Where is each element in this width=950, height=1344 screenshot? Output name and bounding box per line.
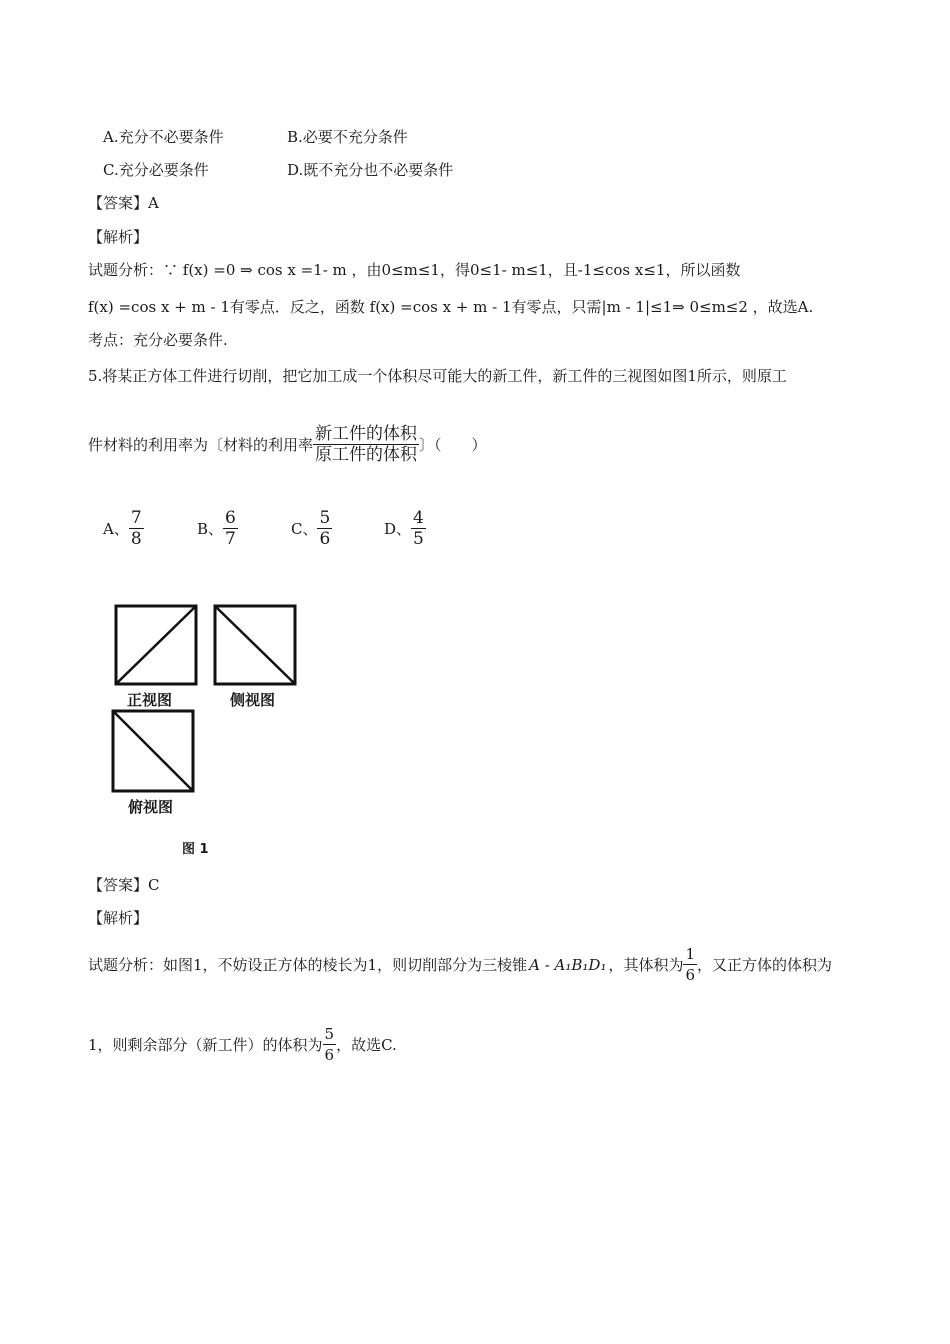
choice-fraction xyxy=(411,508,426,549)
side-view-label: 侧视图 xyxy=(230,691,276,709)
choice-c xyxy=(291,508,332,549)
q4-kaodian: 考点：充分必要条件. xyxy=(88,331,228,349)
solution-suffix: ，又正方体的体积为 xyxy=(697,955,833,974)
option-a: A.充分不必要条件 xyxy=(103,128,224,146)
choice-fraction xyxy=(317,508,332,549)
choice-d xyxy=(384,508,426,549)
side-view xyxy=(215,606,295,684)
q5-answer: 【答案】C xyxy=(88,876,160,894)
choice-numerator: 7 xyxy=(130,508,142,528)
utilization-denominator: 原工件的体积 xyxy=(315,445,418,465)
choice-label: C、 xyxy=(291,519,318,538)
figure-caption: 图 1 xyxy=(182,842,209,857)
solution-mid: ，其体积为 xyxy=(608,955,684,974)
fraction-denominator: 6 xyxy=(324,1046,335,1064)
front-view-label: 正视图 xyxy=(127,691,173,709)
choice-numerator: 4 xyxy=(413,508,424,528)
fraction-numerator: 5 xyxy=(324,1025,335,1043)
choice-fraction xyxy=(223,508,238,549)
choice-numerator: 5 xyxy=(319,508,331,528)
new-volume-fraction xyxy=(323,1024,337,1065)
utilization-fraction xyxy=(313,424,419,465)
q4-analysis-line2: f(x) =cos x + m - 1有零点．反之，函数 f(x) =cos x + m - 1有零点，只需|m - 1|≤1⇒ 0≤m≤2 ，故选A. xyxy=(88,298,814,316)
q5-stem-prefix: 件材料的利用率为〔材料的利用率 xyxy=(88,435,314,454)
q5-analysis-title: 【解析】 xyxy=(88,909,149,927)
option-c: C.充分必要条件 xyxy=(103,161,209,179)
q4-analysis-title: 【解析】 xyxy=(88,228,149,246)
front-view xyxy=(116,606,196,684)
q4-analysis-line1: 试题分析：∵ f(x) =0 ⇒ cos x =1- m ，由0≤m≤1，得0≤1- m≤1，且-1≤cos x≤1，所以函数 xyxy=(88,261,741,279)
fraction-numerator: 1 xyxy=(685,945,696,963)
q4-answer: 【答案】A xyxy=(88,194,159,212)
choice-label: D、 xyxy=(384,519,412,538)
choice-denominator: 6 xyxy=(319,529,331,549)
choice-denominator: 8 xyxy=(130,529,142,549)
three-view-figure xyxy=(100,595,320,865)
choice-label: A、 xyxy=(103,519,129,538)
pyramid-name: A - A₁B₁D₁ xyxy=(529,955,607,974)
choice-b xyxy=(197,508,238,549)
top-view-label: 俯视图 xyxy=(128,798,174,816)
choice-fraction xyxy=(129,508,144,549)
q5-solution-line1 xyxy=(88,944,832,985)
solution2-prefix: 1，则剩余部分（新工件）的体积为 xyxy=(88,1035,323,1054)
choice-denominator: 7 xyxy=(225,529,236,549)
fraction-denominator: 6 xyxy=(685,966,696,984)
utilization-numerator: 新工件的体积 xyxy=(315,424,418,444)
q5-stem-line2 xyxy=(88,424,487,465)
q5-solution-line2 xyxy=(88,1024,397,1065)
three-view-drawing xyxy=(100,595,320,865)
q5-stem-line1: 5.将某正方体工件进行切削，把它加工成一个体积尽可能大的新工件，新工件的三视图如图1所示，则原工 xyxy=(88,367,787,385)
choice-a xyxy=(103,508,144,549)
solution-prefix: 试题分析：如图1，不妨设正方体的棱长为1，则切削部分为三棱锥 xyxy=(88,955,528,974)
solution2-suffix: ，故选C. xyxy=(336,1035,397,1054)
option-d: D.既不充分也不必要条件 xyxy=(287,161,454,179)
choice-numerator: 6 xyxy=(225,508,236,528)
option-b: B.必要不充分条件 xyxy=(287,128,408,146)
pyramid-volume-fraction xyxy=(683,944,697,985)
choice-label: B、 xyxy=(197,519,224,538)
choice-denominator: 5 xyxy=(413,529,424,549)
top-view xyxy=(113,711,193,791)
q5-stem-suffix: 〕（ ） xyxy=(419,435,487,454)
